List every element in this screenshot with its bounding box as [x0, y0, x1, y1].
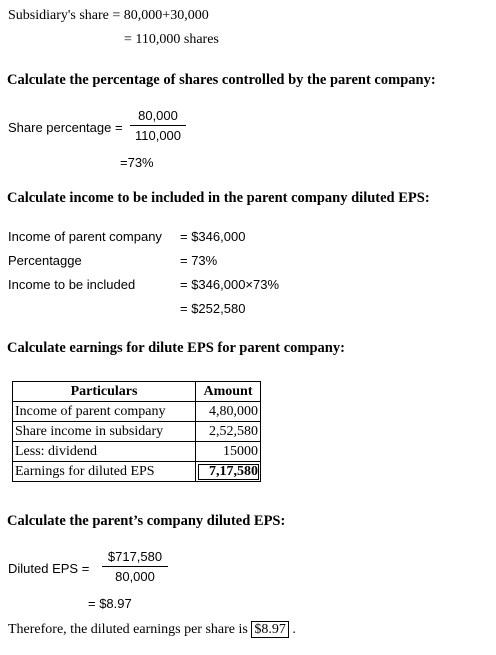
earnings-table	[12, 381, 261, 482]
table-row	[13, 402, 261, 422]
table-row	[13, 442, 261, 462]
row-label: Less: dividend	[13, 442, 196, 462]
row-amount: 4,80,000	[196, 402, 261, 422]
conclusion-period: .	[292, 622, 296, 637]
income-row-value: = $252,580	[180, 301, 246, 316]
share-percentage-label: Share percentage =	[8, 120, 123, 135]
column-header-particulars: Particulars	[13, 382, 196, 402]
diluted-eps-result: = $8.97	[88, 596, 132, 611]
subsidiary-share-line: Subsidiary's share = 80,000+30,000	[8, 8, 209, 23]
share-percentage-fraction	[130, 108, 186, 143]
row-label: Income of parent company	[13, 402, 196, 422]
conclusion-text: Therefore, the diluted earnings per share is	[8, 622, 248, 637]
earnings-heading: Calculate earnings for dilute EPS for parent company:	[7, 340, 345, 356]
percentage-heading: Calculate the percentage of shares controlled by the parent company:	[7, 72, 436, 88]
income-heading: Calculate income to be included in the parent company diluted EPS:	[7, 190, 430, 206]
fraction-bar	[102, 566, 168, 567]
table-header-row	[13, 382, 261, 402]
diluted-eps-fraction	[102, 549, 168, 584]
subsidiary-share-result: = 110,000 shares	[124, 32, 219, 47]
table-row	[13, 422, 261, 442]
income-row-value: = 73%	[180, 253, 218, 268]
fraction-denominator: 110,000	[134, 128, 182, 143]
diluted-heading: Calculate the parent’s company diluted EPS:	[7, 513, 286, 529]
diluted-eps-label: Diluted EPS =	[8, 561, 90, 576]
income-row-label: Percentagge	[8, 253, 82, 268]
row-label: Share income in subsidary	[13, 422, 196, 442]
total-amount: 7,17,580	[196, 462, 261, 482]
row-amount: 15000	[196, 442, 261, 462]
table-row-total	[13, 462, 261, 482]
share-percentage-result: =73%	[120, 155, 154, 170]
row-amount: 2,52,580	[196, 422, 261, 442]
fraction-bar	[130, 125, 186, 126]
fraction-numerator: 80,000	[138, 108, 178, 123]
fraction-denominator: 80,000	[115, 569, 155, 584]
income-row-value: = $346,000	[180, 229, 246, 244]
income-row-label: Income of parent company	[8, 229, 162, 244]
answer-box: $8.97	[251, 621, 289, 638]
fraction-numerator: $717,580	[107, 549, 163, 564]
conclusion-line	[8, 622, 296, 638]
income-row-value: = $346,000×73%	[180, 277, 280, 292]
income-row-label: Income to be included	[8, 277, 136, 292]
row-label: Earnings for diluted EPS	[13, 462, 196, 482]
column-header-amount: Amount	[196, 382, 261, 402]
